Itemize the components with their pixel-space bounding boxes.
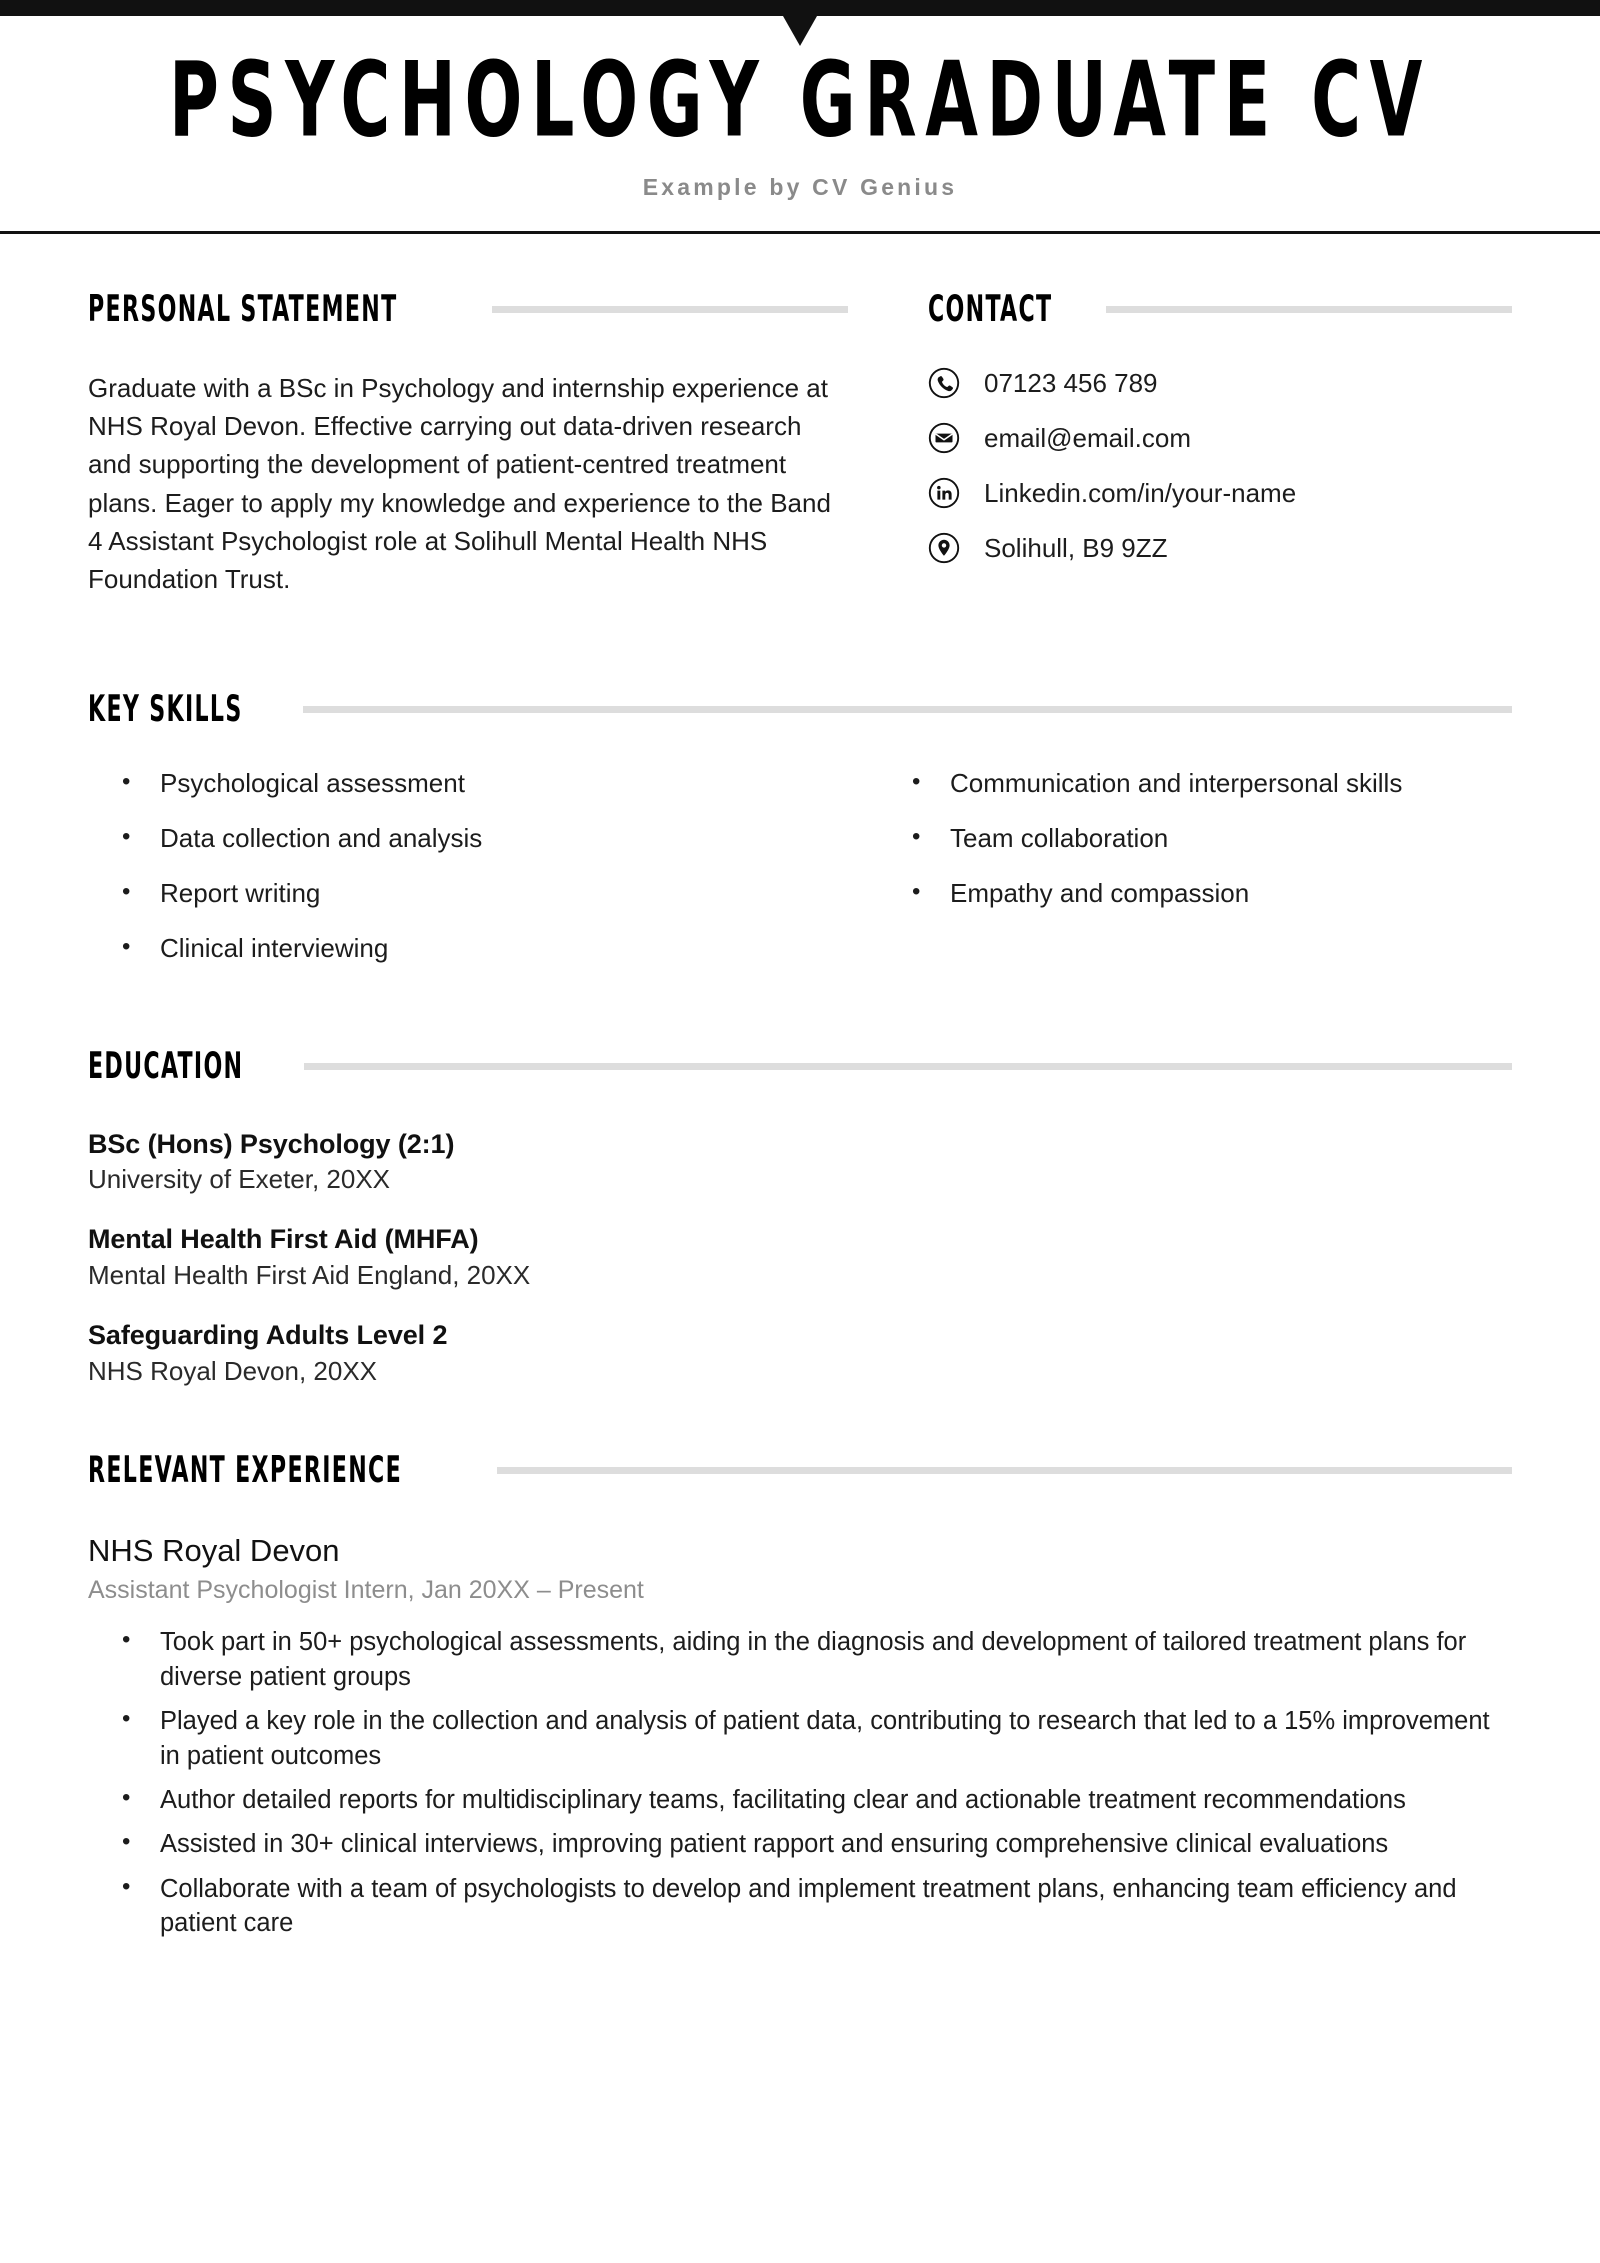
contact-item-linkedin[interactable] [928,477,1512,509]
contact-item-email[interactable] [928,422,1512,454]
section-title-text: KEY SKILLS [88,688,243,732]
list-item: • Collaborate with a team of psychologists to develop and implement treatment plans, enhancing team efficiency and patient care [88,1872,1512,1941]
education-school: NHS Royal Devon, 20XX [88,1355,378,1386]
list-item: • Author detailed reports for multidisciplinary teams, facilitating clear and actionable treatment recommendations [88,1783,1512,1817]
key-skills-column-two [878,767,1512,986]
list-item: • Data collection and analysis [88,822,878,856]
linkedin-icon [928,477,960,509]
contact-value: 07123 456 789 [984,368,1158,398]
education-degree: Safeguarding Adults Level 2 [88,1320,448,1351]
personal-statement-section [88,288,848,624]
cv-header [0,16,1600,231]
experience-entry [88,1532,1512,1941]
contact-item-location[interactable] [928,532,1512,564]
education-section [88,1044,1512,1388]
experience-company: NHS Royal Devon [88,1533,340,1569]
list-item: • Communication and interpersonal skills [878,767,1512,801]
list-item: • Played a key role in the collection and analysis of patient data, contributing to research that led to a 15% improvement in patient outcomes [88,1704,1512,1773]
experience-role: Assistant Psychologist Intern, Jan 20XX – Present [88,1576,644,1605]
list-item: • Clinical interviewing [88,932,878,966]
header-divider [0,231,1600,234]
list-item: • Empathy and compassion [878,877,1512,911]
personal-statement-heading [88,288,848,331]
section-rule [497,1467,1512,1474]
education-heading [88,1044,1512,1088]
section-title-text: EDUCATION [88,1044,244,1088]
contact-value: email@email.com [984,423,1191,453]
personal-statement-text: Graduate with a BSc in Psychology and internship experience at NHS Royal Devon. Effective carrying out data-driven research and supporting the development of patient-centred treatment plans. Eager to apply my knowledge and experience to the Band 4 Assistant Psychologist role at Solihull Mental Health NHS Foundation Trust. [88,373,831,595]
key-skills-columns [88,767,1512,986]
key-skills-column-one [88,767,878,986]
email-icon [928,422,960,454]
list-item: • Took part in 50+ psychological assessments, aiding in the diagnosis and development of tailored treatment plans for diverse patient groups [88,1625,1512,1694]
experience-heading [88,1449,1512,1493]
contact-section [928,288,1512,624]
page-title: PSYCHOLOGY GRADUATE CV [169,38,1431,161]
contact-value: Solihull, B9 9ZZ [984,533,1168,563]
section-rule [1106,306,1512,313]
location-pin-icon [928,532,960,564]
education-degree: BSc (Hons) Psychology (2:1) [88,1128,455,1159]
contact-item-phone[interactable] [928,367,1512,399]
skills-list [88,767,878,965]
section-title-text: CONTACT [928,288,1053,331]
list-item: • Report writing [88,877,878,911]
education-list [88,1128,1512,1388]
experience-bullet-list [88,1625,1512,1940]
key-skills-section [88,688,1512,986]
section-rule [492,306,849,313]
section-rule [304,1063,1512,1070]
education-entry [88,1128,1512,1196]
contact-value: Linkedin.com/in/your-name [984,478,1297,508]
top-section-row [88,288,1512,624]
key-skills-heading [88,688,1512,732]
education-entry [88,1223,1512,1291]
list-item: • Psychological assessment [88,767,878,801]
cv-body [0,288,1600,1941]
skills-list [878,767,1512,910]
list-item: • Team collaboration [878,822,1512,856]
experience-section [88,1449,1512,1941]
contact-heading [928,288,1512,331]
education-entry [88,1319,1512,1387]
education-degree: Mental Health First Aid (MHFA) [88,1224,479,1255]
section-rule [303,706,1512,713]
contact-list [928,367,1512,564]
education-school: Mental Health First Aid England, 20XX [88,1259,531,1290]
column-gap [848,292,928,624]
education-school: University of Exeter, 20XX [88,1163,391,1194]
list-item: • Assisted in 30+ clinical interviews, improving patient rapport and ensuring comprehensive clinical evaluations [88,1827,1512,1861]
phone-icon [928,367,960,399]
page-subtitle: Example by CV Genius [642,174,958,200]
top-accent-bar [0,0,1600,16]
section-title-text: RELEVANT EXPERIENCE [88,1449,403,1493]
section-title-text: PERSONAL STATEMENT [88,288,398,331]
